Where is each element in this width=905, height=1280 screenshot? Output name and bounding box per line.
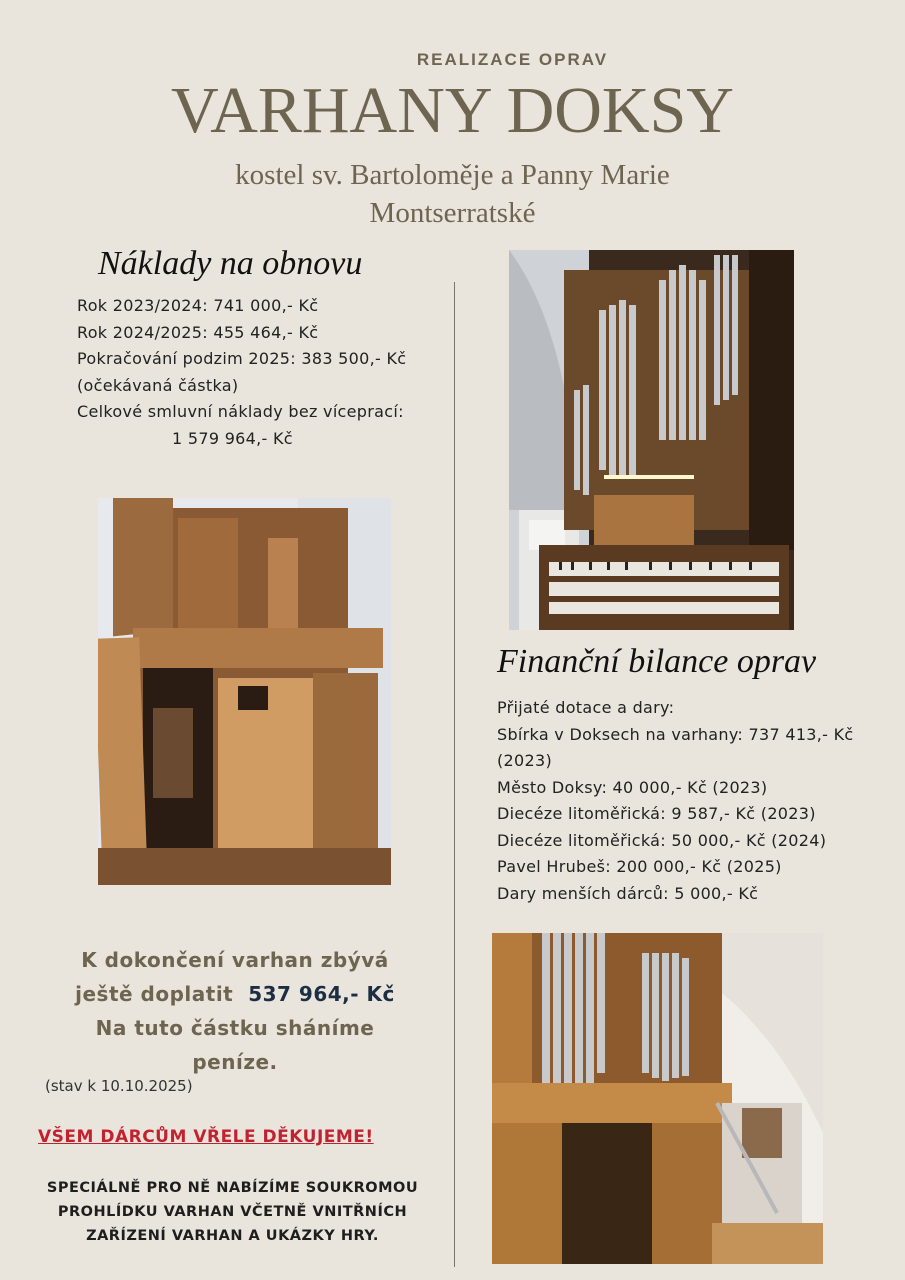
- kicker-text: REALIZACE OPRAV: [416, 50, 609, 69]
- finance-line: Sbírka v Doksech na varhany: 737 413,- Kč: [497, 724, 854, 744]
- callout-line-2-prefix: ještě doplatit: [75, 982, 234, 1006]
- remaining-amount: 537 964,- Kč: [248, 982, 395, 1006]
- remaining-amount-callout: [25, 943, 445, 1079]
- finance-line: Město Doksy: 40 000,- Kč (2023): [497, 777, 768, 797]
- finance-heading: Finanční bilance oprav: [497, 643, 817, 680]
- special-line-1: SPECIÁLNĚ PRO NĚ NABÍZÍME SOUKROMOU: [46, 1180, 419, 1196]
- special-line-3: ZAŘÍZENÍ VARHAN A UKÁZKY HRY.: [86, 1228, 379, 1244]
- costs-line: (očekávaná částka): [77, 375, 239, 395]
- subtitle-line-1: kostel sv. Bartoloměje a Panny Marie: [235, 159, 670, 191]
- organ-case-photo: [98, 498, 391, 885]
- finance-list: [497, 695, 897, 907]
- page-title: VARHANY DOKSY: [171, 74, 734, 147]
- costs-list: [77, 293, 452, 452]
- callout-line-1: K dokončení varhan zbývá: [81, 948, 389, 972]
- special-line-2: PROHLÍDKU VARHAN VČETNĚ VNITŘNÍCH: [57, 1204, 408, 1220]
- organ-console-photo: [509, 250, 794, 630]
- costs-line: Rok 2024/2025: 455 464,- Kč: [77, 322, 319, 342]
- finance-line: Diecéze litoměřická: 50 000,- Kč (2024): [497, 830, 827, 850]
- costs-total: 1 579 964,- Kč: [172, 428, 293, 448]
- special-offer: [25, 1176, 440, 1248]
- column-divider: [454, 282, 455, 1267]
- finance-line: Diecéze litoměřická: 9 587,- Kč (2023): [497, 804, 816, 823]
- callout-line-3: Na tuto částku sháníme: [95, 1016, 375, 1040]
- finance-line: (2023): [497, 751, 553, 770]
- callout-line-4: peníze.: [192, 1050, 278, 1074]
- costs-line: Pokračování podzim 2025: 383 500,- Kč: [77, 349, 407, 368]
- page-subtitle: [150, 156, 755, 232]
- organ-pipes-photo: [492, 933, 823, 1264]
- finance-line: Dary menších dárců: 5 000,- Kč: [497, 883, 759, 903]
- subtitle-line-2: Montserratské: [369, 197, 536, 229]
- finance-line: Přijaté dotace a dary:: [497, 698, 675, 717]
- finance-line: Pavel Hrubeš: 200 000,- Kč (2025): [497, 857, 782, 876]
- status-date: (stav k 10.10.2025): [45, 1077, 193, 1095]
- costs-heading: Náklady na obnovu: [98, 245, 363, 282]
- callout-line-2: [25, 977, 445, 1011]
- costs-line: Celkové smluvní náklady bez víceprací:: [77, 402, 404, 421]
- thanks-text: VŠEM DÁRCŮM VŘELE DĚKUJEME!: [38, 1127, 374, 1147]
- costs-line: Rok 2023/2024: 741 000,- Kč: [77, 296, 319, 315]
